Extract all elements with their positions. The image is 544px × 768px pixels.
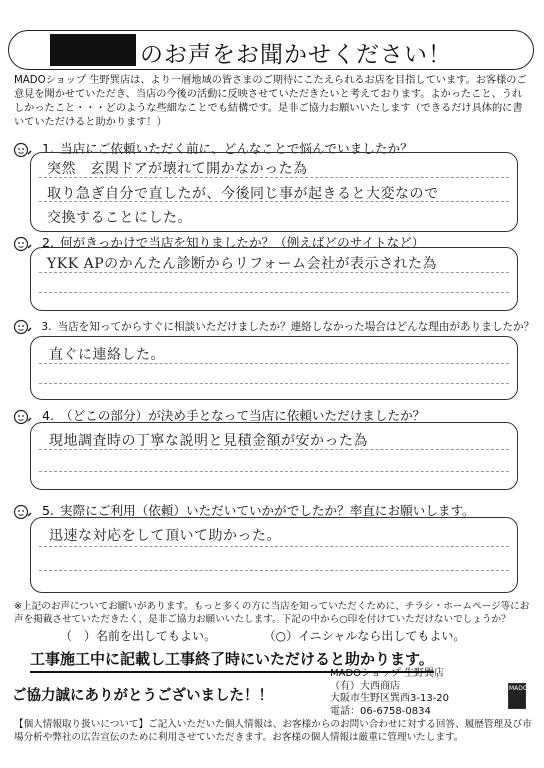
question-number: 2. [42, 235, 55, 250]
thanks-message: ご協力誠にありがとうございました！！ [12, 688, 273, 704]
shop-name: MADOショップ 生野巽店 [330, 668, 445, 679]
question-text: 実際にご利用（依頼）いただいていかがでしたか？率直にお願いします。 [60, 503, 475, 518]
shop-phone: 電話：06-6758-0834 [330, 705, 431, 717]
answer-line: 現地調査時の丁寧な説明と見積金額が安かった為 [49, 433, 368, 449]
thinking-face-icon [12, 319, 34, 335]
intro-text: MADOショップ 生野巽店は、より一層地域の皆さまのご期待にこたえられるお店を目指しています。お客様のご意見を聞かせていただき、当店の今後の活動に反映させていただきたいと考えております。よかったこと、うれしかったこと・・・どのような些細なことでも結構です。是非ご協力お願いいたします（できるだけ具体的に書いていただけると助かります！） [14, 75, 527, 128]
question-number: 5. [42, 503, 55, 518]
answer-box-4 [30, 422, 518, 490]
question-number: 3. [41, 321, 52, 333]
answer-line: 交換することにした。 [47, 210, 192, 226]
question-number: 4. [42, 408, 55, 423]
request-banner: 工事施工中に記載し工事終了時にいただけると助かります。 [30, 648, 434, 673]
answer-line: 取り急ぎ自分で直したが、今後同じ事が起きると大変なので [47, 186, 439, 202]
answer-line: YKK APのかんたん診断からリフォーム会社が表示された為 [47, 256, 437, 272]
answer-box-2 [30, 247, 518, 311]
shop-address: 大阪市生野区巽西3-13-20 [330, 693, 450, 704]
page-title: のお声をお聞かせください！ [140, 42, 452, 68]
redacted-name-block [50, 34, 136, 66]
answer-box-5 [30, 517, 518, 593]
privacy-footer: 【個人情報取り扱いについて】ご記入いただいた個人情報は、お客様からのお問い合わせに対する回答、履歴管理及び市場分析や弊社の広告宣伝のために利用させていただきます。お客様の個人情報は厳重に管理いたします。 [14, 719, 532, 743]
answer-box-1 [30, 152, 518, 232]
question-text: 当店にご依頼いただく前に、どんなことで悩んでいましたか？ [60, 141, 413, 156]
option-name: （ ）名前を出してもよい。 [60, 629, 217, 643]
consent-options [60, 627, 465, 644]
shop-info [330, 668, 449, 718]
question-number: 1. [42, 141, 55, 156]
thinking-face-icon [12, 504, 34, 520]
answer-line: 突然 玄関ドアが壊れて開かなかった為 [47, 161, 308, 177]
thinking-face-icon [12, 142, 34, 158]
answer-line: 迅速な対応をして頂いて助かった。 [49, 528, 281, 544]
question-text: （どこの部分）が決め手となって当店に依頼いただけましたか？ [60, 408, 426, 423]
question-text: 当店を知ってからすぐに相談いただけましたか？連絡しなかった場合はどんな理由がありましたか？ [57, 321, 535, 333]
mado-logo: MADO [508, 683, 526, 709]
shop-company: （有）大西商店 [330, 680, 400, 692]
thinking-face-icon [12, 409, 34, 425]
thinking-face-icon [12, 236, 34, 252]
option-initial: （○）イニシャルなら出してもよい。 [263, 629, 466, 643]
answer-line: 直ぐに連絡した。 [49, 347, 165, 363]
question-3 [12, 319, 534, 335]
question-text: 何がきっかけで当店を知りましたか？（例えばどのサイトなど） [60, 235, 425, 250]
answer-box-3 [30, 336, 518, 400]
publication-note: ※上記のお声についてお願いがあります。もっと多くの方に当店を知っていただくために、チラシ・ホームページ等にお声を掲載させていただきたく、是非ご協力お願いいたします。下記の中から○印を付けていただけないでしょうか？ [14, 601, 530, 625]
